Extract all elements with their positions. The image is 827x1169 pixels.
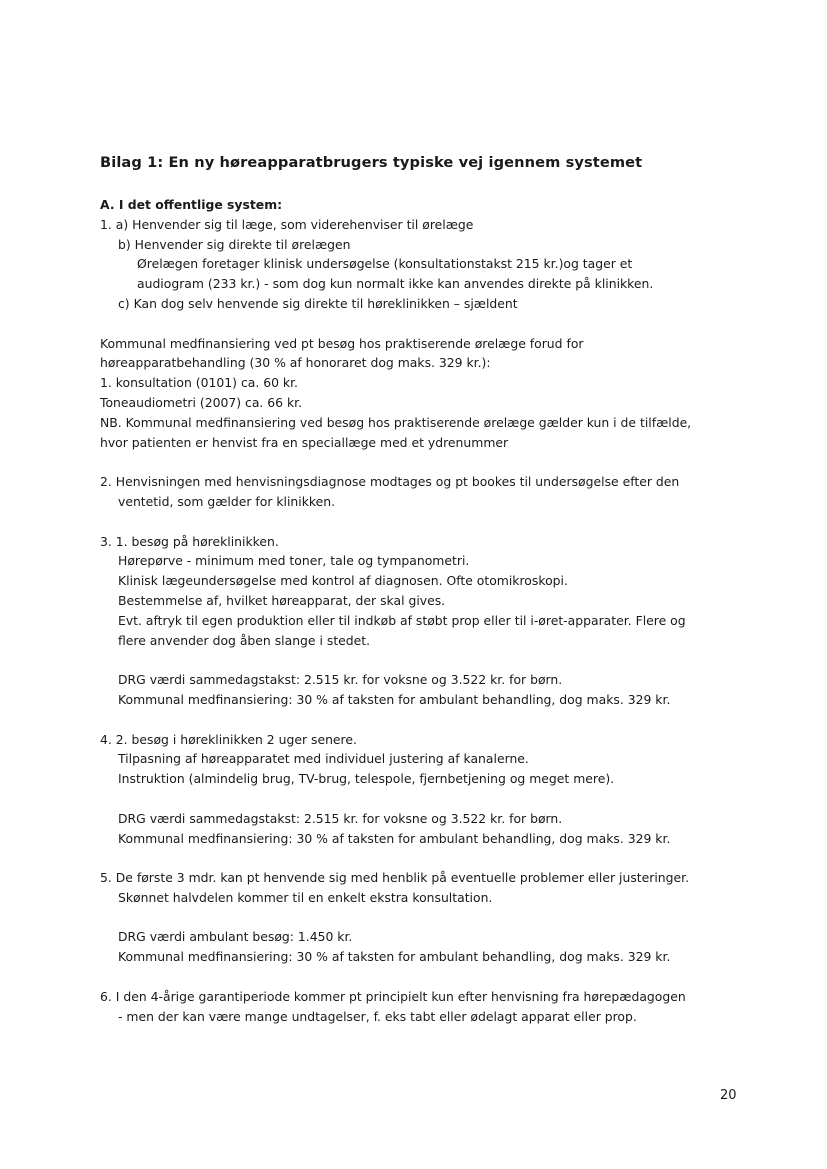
item3-line: Evt. aftryk til egen produktion eller til indkøb af støbt prop eller til i-øret-apparater. Flere og (118, 612, 686, 628)
item1-a: 1. a) Henvender sig til læge, som viderehenviser til ørelæge (100, 216, 474, 232)
item3-line: Bestemmelse af, hvilket høreapparat, der skal gives. (118, 592, 446, 608)
item4-line: Instruktion (almindelig brug, TV-brug, telespole, fjernbetjening og meget mere). (118, 771, 615, 787)
item6-line: 6. I den 4-årige garantiperiode kommer pt principielt kun efter henvisning fra hørepædagogen (100, 988, 686, 1004)
item2-line: ventetid, som gælder for klinikken. (118, 493, 336, 509)
cofinancing-line: Toneaudiometri (2007) ca. 66 kr. (100, 394, 303, 410)
page-number: 20 (720, 1088, 737, 1103)
item3-drg: DRG værdi sammedagstakst: 2.515 kr. for voksne og 3.522 kr. for børn. (118, 672, 563, 688)
document-body (100, 195, 760, 1026)
item5-drg: DRG værdi ambulant besøg: 1.450 kr. (118, 929, 353, 945)
item4-drg: DRG værdi sammedagstakst: 2.515 kr. for voksne og 3.522 kr. for børn. (118, 810, 563, 826)
item1-b-detail-2: audiogram (233 kr.) - som dog kun normalt ikke kan anvendes direkte på klinikken. (137, 276, 654, 292)
item4-line: Tilpasning af høreapparatet med individuel justering af kanalerne. (118, 751, 529, 767)
item3-line: 3. 1. besøg på høreklinikken. (100, 533, 279, 549)
page-heading: Bilag 1: En ny høreapparatbrugers typiske vej igennem systemet (100, 154, 643, 171)
item6-line: - men der kan være mange undtagelser, f. eks tabt eller ødelagt apparat eller prop. (118, 1008, 637, 1024)
item1-c: c) Kan dog selv henvende sig direkte til høreklinikken – sjældent (118, 295, 518, 311)
item5-line: 5. De første 3 mdr. kan pt henvende sig med henblik på eventuelle problemer eller justeringer. (100, 870, 690, 886)
cofinancing-line: NB. Kommunal medfinansiering ved besøg hos praktiserende ørelæge gælder kun i de tilfælde, (100, 414, 692, 430)
item3-line: Klinisk lægeundersøgelse med kontrol af diagnosen. Ofte otomikroskopi. (118, 573, 568, 589)
item5-line: Skønnet halvdelen kommer til en enkelt ekstra konsultation. (118, 889, 493, 905)
item3-line: flere anvender dog åben slange i stedet. (118, 632, 371, 648)
item5-kommunal: Kommunal medfinansiering: 30 % af taksten for ambulant behandling, dog maks. 329 kr. (118, 949, 671, 965)
item3-line: Hørepørve - minimum med toner, tale og tympanometri. (118, 553, 470, 569)
cofinancing-line: 1. konsultation (0101) ca. 60 kr. (100, 375, 299, 391)
cofinancing-line: Kommunal medfinansiering ved pt besøg hos praktiserende ørelæge forud for (100, 335, 584, 351)
item2-line: 2. Henvisningen med henvisningsdiagnose modtages og pt bookes til undersøgelse efter den (100, 474, 680, 490)
item1-b: b) Henvender sig direkte til ørelægen (118, 236, 351, 252)
cofinancing-line: hvor patienten er henvist fra en speciallæge med et ydrenummer (100, 434, 509, 450)
section-a-title: A. I det offentlige system: (100, 197, 283, 212)
item1-b-detail-1: Ørelægen foretager klinisk undersøgelse (konsultationstakst 215 kr.)og tager et (137, 256, 633, 272)
item3-kommunal: Kommunal medfinansiering: 30 % af taksten for ambulant behandling, dog maks. 329 kr. (118, 691, 671, 707)
item4-kommunal: Kommunal medfinansiering: 30 % af taksten for ambulant behandling, dog maks. 329 kr. (118, 830, 671, 846)
item4-line: 4. 2. besøg i høreklinikken 2 uger senere. (100, 731, 357, 747)
cofinancing-line: høreapparatbehandling (30 % af honoraret dog maks. 329 kr.): (100, 355, 491, 371)
